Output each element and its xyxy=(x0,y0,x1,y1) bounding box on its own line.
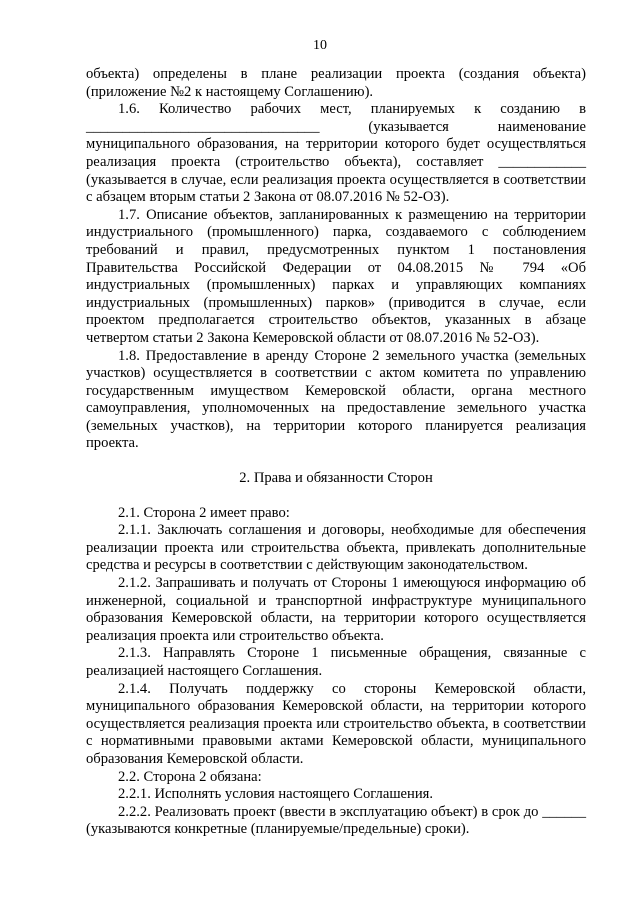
paragraph-2-1-1: 2.1.1. Заключать соглашения и договоры, необходимые для обеспечения реализации проекта или строительства объекта, привлекать дополнительные средства и ресурсы в соответствии с действующим законодательством. xyxy=(86,522,586,574)
page-number: 10 xyxy=(313,38,327,53)
paragraph-2-1-3: 2.1.3. Направлять Стороне 1 письменные обращения, связанные с реализацией настоящего Соглашения. xyxy=(86,645,586,679)
paragraph-2-2-2: 2.2.2. Реализовать проект (ввести в эксплуатацию объект) в срок до ______ (указываются конкретные (планируемые/предельные) сроки). xyxy=(86,803,586,838)
paragraph-1-7: 1.7. Описание объектов, запланированных к размещению на территории индустриального (промышленного) парка, создаваемого с соблюдением требований и правил, предусмотренных пунктом 1 постановления Правительства Российской Федерации от 04.08.2015 № 794 «Об индустриальных (промышленных) парках и управляющих компаниях индустриальных (промышленных) парков» (приводится в случае, если проектом предполагается строительство объектов, указанных в абзаце четвертом статьи 2 Закона Кемеровской области от 08.07.2016 № 52-ОЗ). xyxy=(86,206,586,346)
paragraph-2-2: 2.2. Сторона 2 обязана: xyxy=(118,768,262,785)
document-body xyxy=(86,66,586,839)
paragraph-2-1: 2.1. Сторона 2 имеет право: xyxy=(118,504,290,521)
paragraph-2-2-1: 2.2.1. Исполнять условия настоящего Соглашения. xyxy=(118,786,434,803)
paragraph-2-1-2: 2.1.2. Запрашивать и получать от Стороны 1 имеющуюся информацию об инженерной, социальной и транспортной инфраструктуре муниципального образования Кемеровской области, на территории которого осуществляется реализация проекта или строительство объекта. xyxy=(86,575,586,644)
paragraph: объекта) определены в плане реализации проекта (создания объекта) (приложение №2 к настоящему Соглашению). xyxy=(86,66,586,100)
paragraph-1-8: 1.8. Предоставление в аренду Стороне 2 земельного участка (земельных участков) осуществляется в соответствии с актом комитета по управлению государственным имуществом Кемеровской области, органа местного самоуправления, уполномоченных на предоставление земельного участка (земельных участков), на территории которого планируется реализация проекта. xyxy=(86,347,586,452)
section-heading: 2. Права и обязанности Сторон xyxy=(239,470,433,487)
paragraph-1-6: 1.6. Количество рабочих мест, планируемых к созданию в ________________________________ (указывается наименование муниципального образования, на территории которого будет осуществляться реализация проекта (строительство объекта), составляет ____________ (указывается в случае, если реализация проекта осуществляется в соответствии с абзацем вторым статьи 2 Закона от 08.07.2016 № 52-ОЗ). xyxy=(86,101,586,206)
paragraph-2-1-4: 2.1.4. Получать поддержку со стороны Кемеровской области, муниципального образования Кемеровской области, на территории которого осуществляется реализация проекта или строительство объекта, в соответствии с нормативными правовыми актами Кемеровской области, муниципального образования Кемеровской области. xyxy=(86,680,586,767)
